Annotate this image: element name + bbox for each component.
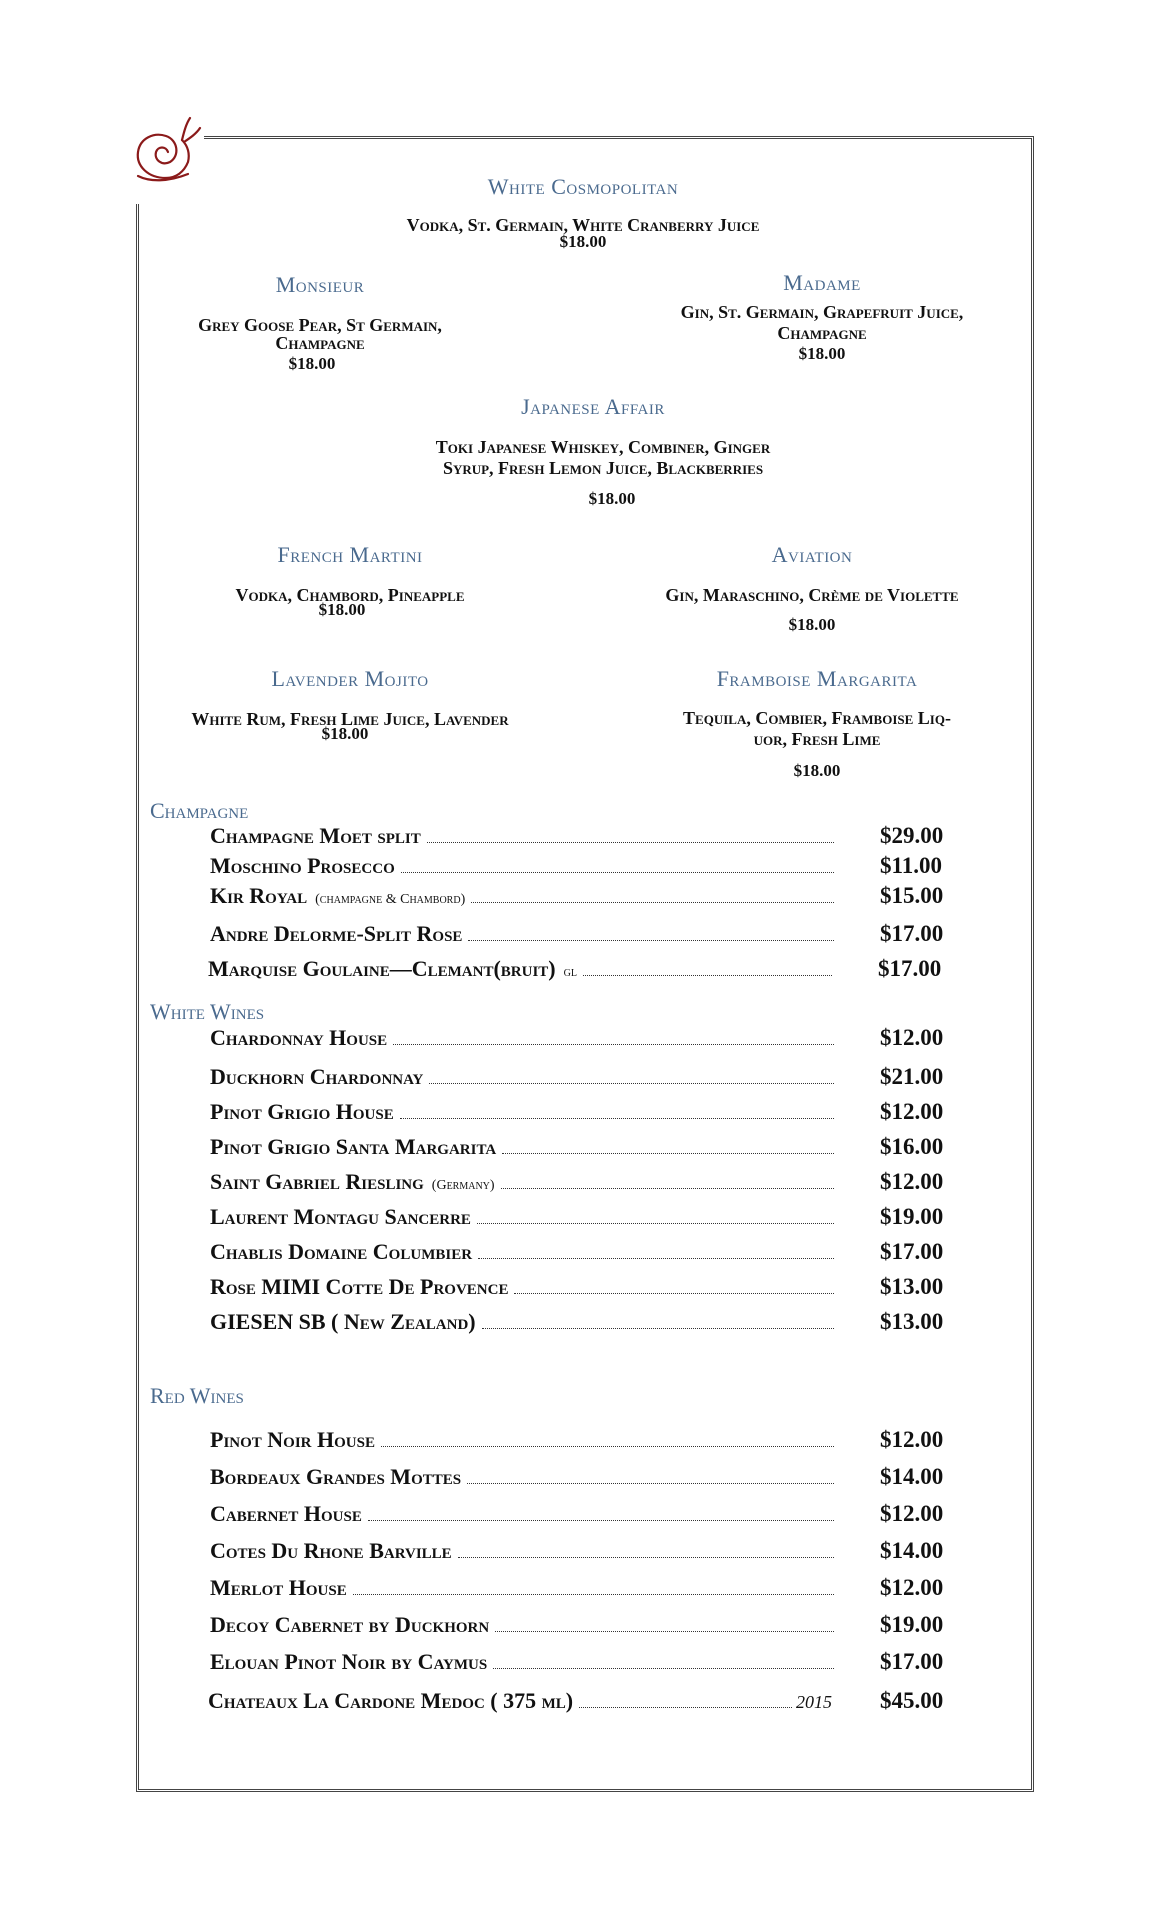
dot-leader <box>429 1083 834 1084</box>
item-note: (Germany) <box>431 1178 495 1193</box>
item-name: Elouan Pinot Noir by Caymus <box>210 1649 488 1674</box>
menu-item-row <box>210 1204 944 1230</box>
dot-leader <box>401 872 834 873</box>
cocktail-title-french-martini: French Martini <box>277 542 423 567</box>
section-title-red-wines: Red Wines <box>150 1383 244 1408</box>
cocktail-desc-japanese-affair-line1: Toki Japanese Whiskey, Combiner, Ginger <box>435 437 771 457</box>
item-price: $17.00 <box>880 1649 944 1674</box>
cocktail-price-lavender-mojito: $18.00 <box>321 724 369 743</box>
dot-leader <box>393 1044 834 1045</box>
dot-leader <box>458 1557 834 1558</box>
menu-item-row <box>210 1649 944 1675</box>
item-name: Andre Delorme-Split Rose <box>210 921 463 946</box>
cocktail-title-lavender-mojito: Lavender Mojito <box>271 666 429 691</box>
item-name: Pinot Grigio Santa Margarita <box>210 1134 497 1159</box>
dot-leader <box>468 940 834 941</box>
item-name: Moschino Prosecco <box>210 853 395 878</box>
cocktail-price-japanese-affair: $18.00 <box>588 489 636 508</box>
menu-item-row <box>210 1501 944 1527</box>
item-vintage: 2015 <box>796 1692 832 1712</box>
menu-item-row <box>210 1575 944 1601</box>
cocktail-desc-lavender-mojito: White Rum, Fresh Lime Juice, Lavender <box>191 709 509 729</box>
item-name: Marquise Goulaine—Clemant(bruit) <box>208 956 556 981</box>
cocktail-desc-framboise-margarita-line1: Tequila, Combier, Framboise Liq- <box>683 708 951 728</box>
item-note: (champagne & Chambord) <box>315 892 466 907</box>
item-price: $29.00 <box>880 823 944 848</box>
dot-leader <box>482 1328 834 1329</box>
item-name: Decoy Cabernet by Duckhorn <box>210 1612 490 1637</box>
item-price: $19.00 <box>880 1204 944 1229</box>
item-price: $11.00 <box>880 853 942 878</box>
menu-item-row <box>210 823 944 849</box>
menu-item-row <box>208 1688 944 1714</box>
menu-item-row <box>210 883 944 909</box>
cocktail-desc-monsieur-line1: Grey Goose Pear, St Germain, <box>198 315 442 335</box>
item-name: Chablis Domaine Columbier <box>210 1239 473 1264</box>
item-price: $12.00 <box>880 1099 944 1124</box>
cocktail-title-japanese-affair: Japanese Affair <box>521 394 665 419</box>
menu-item-row <box>210 1538 944 1564</box>
section-title-champagne: Champagne <box>150 798 249 823</box>
item-price: $12.00 <box>880 1169 944 1194</box>
dot-leader <box>353 1594 834 1595</box>
item-price: $12.00 <box>880 1501 944 1526</box>
item-name: Rose MIMI Cotte De Provence <box>210 1274 509 1299</box>
dot-leader <box>501 1188 834 1189</box>
item-price: $21.00 <box>880 1064 944 1089</box>
snail-logo-icon <box>128 116 204 204</box>
item-price: $17.00 <box>880 1239 944 1264</box>
item-name: Merlot House <box>210 1575 347 1600</box>
item-price: $14.00 <box>880 1464 944 1489</box>
dot-leader <box>381 1446 834 1447</box>
menu-item-row <box>210 1464 944 1490</box>
dot-leader <box>471 902 834 903</box>
menu-item-row <box>210 1309 944 1335</box>
item-name: Chateaux La Cardone Medoc ( 375 ml) <box>208 1688 574 1713</box>
menu-item-row <box>210 1134 944 1160</box>
dot-leader <box>400 1118 834 1119</box>
item-name: Cotes Du Rhone Barville <box>210 1538 452 1563</box>
item-price: $45.00 <box>880 1688 944 1713</box>
section-title-white-wines: White Wines <box>150 999 265 1024</box>
dot-leader <box>579 1707 792 1708</box>
dot-leader <box>368 1520 834 1521</box>
cocktail-price-aviation: $18.00 <box>788 615 836 634</box>
menu-item-row <box>208 956 942 982</box>
menu-item-row <box>210 921 944 947</box>
item-name: Bordeaux Grandes Mottes <box>210 1464 462 1489</box>
dot-leader <box>427 842 834 843</box>
item-name: Pinot Grigio House <box>210 1099 394 1124</box>
menu-item-row <box>210 1612 944 1638</box>
item-price: $13.00 <box>880 1274 944 1299</box>
cocktail-desc-aviation: Gin, Maraschino, Crème de Violette <box>665 585 959 605</box>
menu-item-row <box>210 1064 944 1090</box>
cocktail-desc-monsieur-line2: Champagne <box>275 333 365 353</box>
item-price: $12.00 <box>880 1025 944 1050</box>
item-price: $14.00 <box>880 1538 944 1563</box>
item-name: Kir Royal <box>210 883 308 908</box>
menu-item-row <box>210 1099 944 1125</box>
cocktail-title-framboise-margarita: Framboise Margarita <box>716 666 918 691</box>
menu-item-row <box>210 853 942 879</box>
cocktail-price-french-martini: $18.00 <box>318 600 366 619</box>
menu-item-row <box>210 1025 944 1051</box>
dot-leader <box>495 1631 834 1632</box>
dot-leader <box>477 1223 834 1224</box>
cocktail-title-madame: Madame <box>783 270 861 295</box>
dot-leader <box>493 1668 834 1669</box>
item-name: Laurent Montagu Sancerre <box>210 1204 471 1229</box>
item-name: Cabernet House <box>210 1501 362 1526</box>
menu-item-row <box>210 1169 944 1195</box>
menu-item-row <box>210 1427 944 1453</box>
item-price: $17.00 <box>878 956 942 981</box>
dot-leader <box>583 975 832 976</box>
item-price: $19.00 <box>880 1612 944 1637</box>
item-name: Pinot Noir House <box>210 1427 375 1452</box>
item-name: Saint Gabriel Riesling <box>210 1169 424 1194</box>
menu-item-row <box>210 1239 944 1265</box>
cocktail-price-framboise-margarita: $18.00 <box>793 761 841 780</box>
cocktail-desc-framboise-margarita-line2: uor, Fresh Lime <box>753 729 881 749</box>
cocktail-desc-french-martini: Vodka, Chambord, Pineapple <box>235 585 465 605</box>
cocktail-desc-japanese-affair-line2: Syrup, Fresh Lemon Juice, Blackberries <box>442 458 764 478</box>
item-name: Champagne Moet split <box>210 823 421 848</box>
dot-leader <box>478 1258 834 1259</box>
cocktail-title-white-cosmopolitan: White Cosmopolitan <box>487 174 679 199</box>
item-price: $17.00 <box>880 921 944 946</box>
item-name: Duckhorn Chardonnay <box>210 1064 424 1089</box>
item-price: $15.00 <box>880 883 944 908</box>
item-name: GIESEN SB ( New Zealand) <box>210 1309 476 1334</box>
dot-leader <box>514 1293 834 1294</box>
dot-leader <box>467 1483 834 1484</box>
item-price: $16.00 <box>880 1134 944 1159</box>
item-note: gl <box>563 965 577 980</box>
cocktail-price-monsieur: $18.00 <box>288 354 336 373</box>
cocktail-title-aviation: Aviation <box>771 542 853 567</box>
menu-item-row <box>210 1274 944 1300</box>
cocktail-price-white-cosmopolitan: $18.00 <box>559 232 607 251</box>
cocktail-title-monsieur: Monsieur <box>275 272 365 297</box>
cocktail-desc-madame-line1: Gin, St. Germain, Grapefruit Juice, <box>680 302 964 322</box>
item-price: $12.00 <box>880 1575 944 1600</box>
cocktail-price-madame: $18.00 <box>798 344 846 363</box>
cocktail-desc-white-cosmopolitan: Vodka, St. Germain, White Cranberry Juice <box>406 215 760 235</box>
cocktail-desc-madame-line2: Champagne <box>777 323 867 343</box>
item-name: Chardonnay House <box>210 1025 388 1050</box>
dot-leader <box>502 1153 834 1154</box>
item-price: $12.00 <box>880 1427 944 1452</box>
item-price: $13.00 <box>880 1309 944 1334</box>
